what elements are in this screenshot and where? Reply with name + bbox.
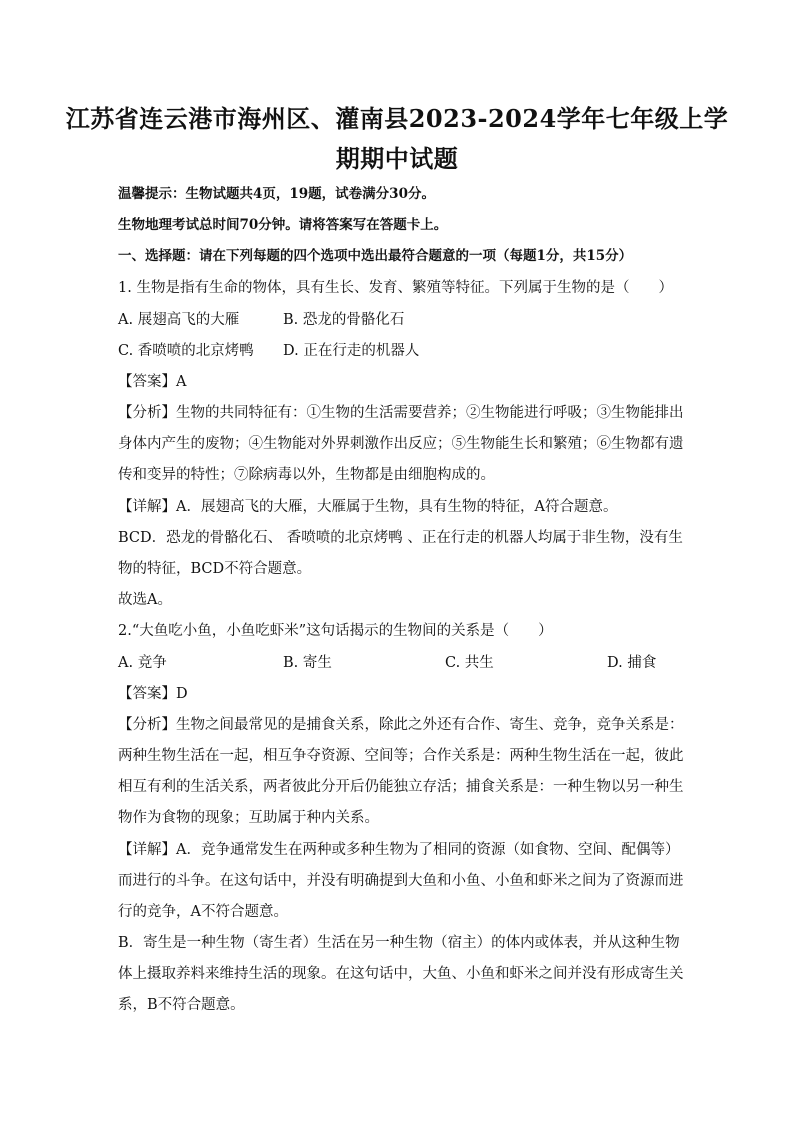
- q1-analysis-line: 传和变异的特性；⑦除病毒以外，生物都是由细胞构成的。: [118, 467, 495, 483]
- q2-detail-line: 系，B不符合题意。: [118, 997, 245, 1013]
- notice-line2: 生物地理考试总时间70分钟。请将答案写在答题卡上。: [118, 217, 448, 233]
- q2-analysis-line: 两种生物生活在一起，相互争夺资源、空间等；合作关系是：两种生物生活在一起，彼此: [118, 748, 684, 764]
- q2-analysis-line: 【分析】生物之间最常见的是捕食关系，除此之外还有合作、寄生、竞争，竞争关系是：: [118, 717, 684, 733]
- q1-analysis-line: 身体内产生的废物；④生物能对外界刺激作出反应；⑤生物能生长和繁殖；⑥生物都有遗: [118, 436, 684, 452]
- q2-detail-line: 而进行的斗争。在这句话中，并没有明确提到大鱼和小鱼、小鱼和虾米之间为了资源而进: [118, 873, 684, 889]
- q2-detail-line: 行的竞争，A不符合题意。: [118, 904, 288, 920]
- q1-answer: 【答案】A: [118, 374, 187, 390]
- q2-option-d: D. 捕食: [607, 655, 657, 671]
- q2-option-a: A. 竞争: [118, 655, 167, 671]
- q2-option-b: B. 寄生: [283, 655, 332, 671]
- q1-option-b: B. 恐龙的骨骼化石: [283, 312, 405, 328]
- q1-detail-line: 【详解】A．展翅高飞的大雁，大雁属于生物，具有生物的特征，A符合题意。: [118, 499, 618, 515]
- q1-analysis-line: 【分析】生物的共同特征有：①生物的生活需要营养；②生物能进行呼吸；③生物能排出: [118, 405, 684, 421]
- q2-stem: 2.“大鱼吃小鱼，小鱼吃虾米”这句话揭示的生物间的关系是（ ）: [118, 623, 553, 639]
- q1-option-c: C. 香喷喷的北京烤鸭: [118, 343, 254, 359]
- q2-detail-line: 体上摄取养料来维持生活的现象。在这句话中，大鱼、小鱼和虾米之间并没有形成寄生关: [118, 966, 684, 982]
- notice-line1: 温馨提示：生物试题共4页，19题，试卷满分30分。: [118, 186, 435, 202]
- q1-option-a: A. 展翅高飞的大雁: [118, 312, 240, 328]
- q1-detail-line: BCD．恐龙的骨骼化石、 香喷喷的北京烤鸭 、正在行走的机器人均属于非生物，没有生: [118, 530, 683, 546]
- q2-detail-line: 【详解】A．竞争通常发生在两种或多种生物为了相同的资源（如食物、空间、配偶等）: [118, 842, 680, 858]
- page-title-line1: 江苏省连云港市海州区、灌南县2023-2024学年七年级上学: [65, 104, 729, 133]
- q1-option-d: D. 正在行走的机器人: [283, 343, 420, 359]
- q2-analysis-line: 物作为食物的现象；互助属于种内关系。: [118, 810, 379, 826]
- q2-detail-line: B．寄生是一种生物（寄生者）生活在另一种生物（宿主）的体内或体表，并从这种生物: [118, 935, 680, 951]
- page-title-line2: 期期中试题: [335, 144, 459, 173]
- q2-analysis-line: 相互有利的生活关系，两者彼此分开后仍能独立存活；捕食关系是：一种生物以另一种生: [118, 779, 684, 795]
- q2-answer: 【答案】D: [118, 686, 188, 702]
- q1-detail-line: 故选A。: [118, 592, 172, 608]
- q1-detail-line: 物的特征，BCD不符合题意。: [118, 561, 312, 577]
- q2-option-c: C. 共生: [445, 655, 494, 671]
- section-heading: 一、选择题：请在下列每题的四个选项中选出最符合题意的一项（每题1分，共15分）: [118, 248, 633, 264]
- q1-stem: 1. 生物是指有生命的物体，具有生长、发育、繁殖等特征。下列属于生物的是（ ）: [118, 280, 673, 296]
